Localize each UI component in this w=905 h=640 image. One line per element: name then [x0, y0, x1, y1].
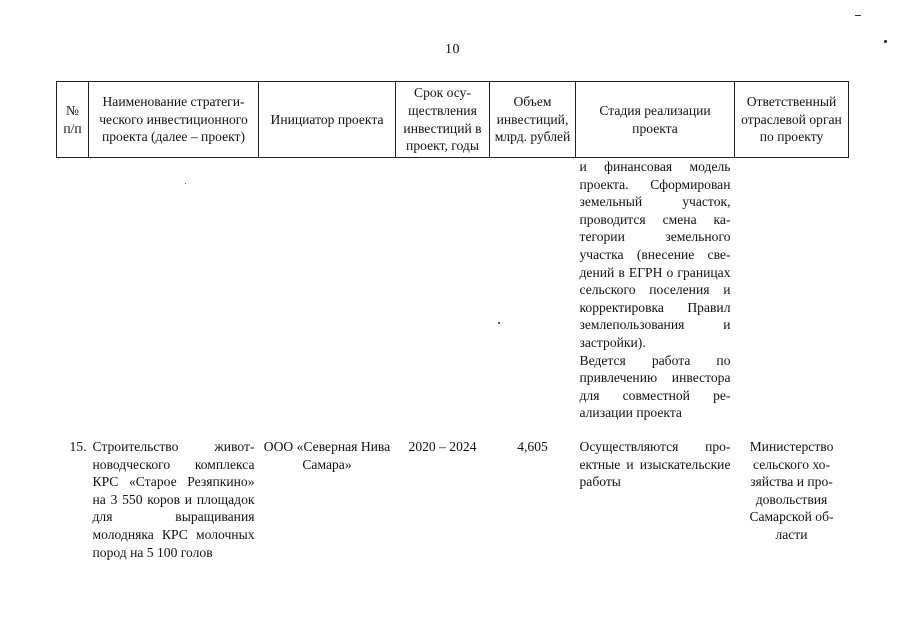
stage-paragraph-2: Ведется работа по привлечению инвестора для совместной реализации проекта	[579, 352, 731, 421]
header-investment-period: Срок осуществления инвестиций в проект, годы	[396, 82, 490, 158]
project-initiator: ООО «Северная Нива Самара»	[263, 439, 391, 472]
project-stage: Осуществляются проектные и изыскательские работы	[579, 439, 731, 490]
investment-volume: 4,605	[517, 439, 548, 454]
cell-project-name	[89, 158, 259, 429]
header-number: № п/п	[57, 82, 89, 158]
header-responsible-body: Ответственный отраслевой орган по проекту	[735, 82, 849, 158]
cell-volume	[490, 158, 576, 429]
responsible-body: Министерство сельского хозяйства и продовольствия Самарской области	[749, 439, 834, 542]
header-investment-volume: Объем инвестиций, млрд. рублей	[490, 82, 576, 158]
cell-initiator	[259, 158, 396, 429]
cell-responsible	[735, 158, 849, 429]
cell-period	[396, 158, 490, 429]
scan-speck	[498, 322, 500, 324]
stage-paragraph-1: и финансовая модель проекта. Сформирован земельный участок, проводится смена категории земельного участка (внесение сведений в ЕГРН о границах сельского поселения и корректировка Правил землепользования и застройки).	[579, 159, 731, 350]
scan-speck	[884, 40, 887, 43]
cell-stage	[576, 158, 735, 429]
scan-speck	[185, 183, 186, 184]
page-number: 10	[445, 42, 460, 57]
project-name: Строительство животноводческого комплекса КРС «Старое Резяпкино» на 3 550 коров и площадок для выращивания молодняка КРС молочных пород на 5 100 голов	[92, 439, 255, 560]
investment-projects-table-wrapper	[56, 81, 848, 561]
investment-projects-table	[56, 81, 849, 561]
scan-speck	[855, 15, 861, 16]
cell-number	[57, 158, 89, 429]
header-stage: Стадия реализации проекта	[576, 82, 735, 158]
row-number: 15.	[69, 439, 87, 454]
table-row	[57, 428, 849, 561]
header-project-name: Наименование стратегического инвестиционного проекта (далее – проект)	[89, 82, 259, 158]
table-row-continued	[57, 158, 849, 429]
header-initiator: Инициатор проекта	[259, 82, 396, 158]
investment-period: 2020 – 2024	[408, 439, 477, 454]
table-header-row	[57, 82, 849, 158]
